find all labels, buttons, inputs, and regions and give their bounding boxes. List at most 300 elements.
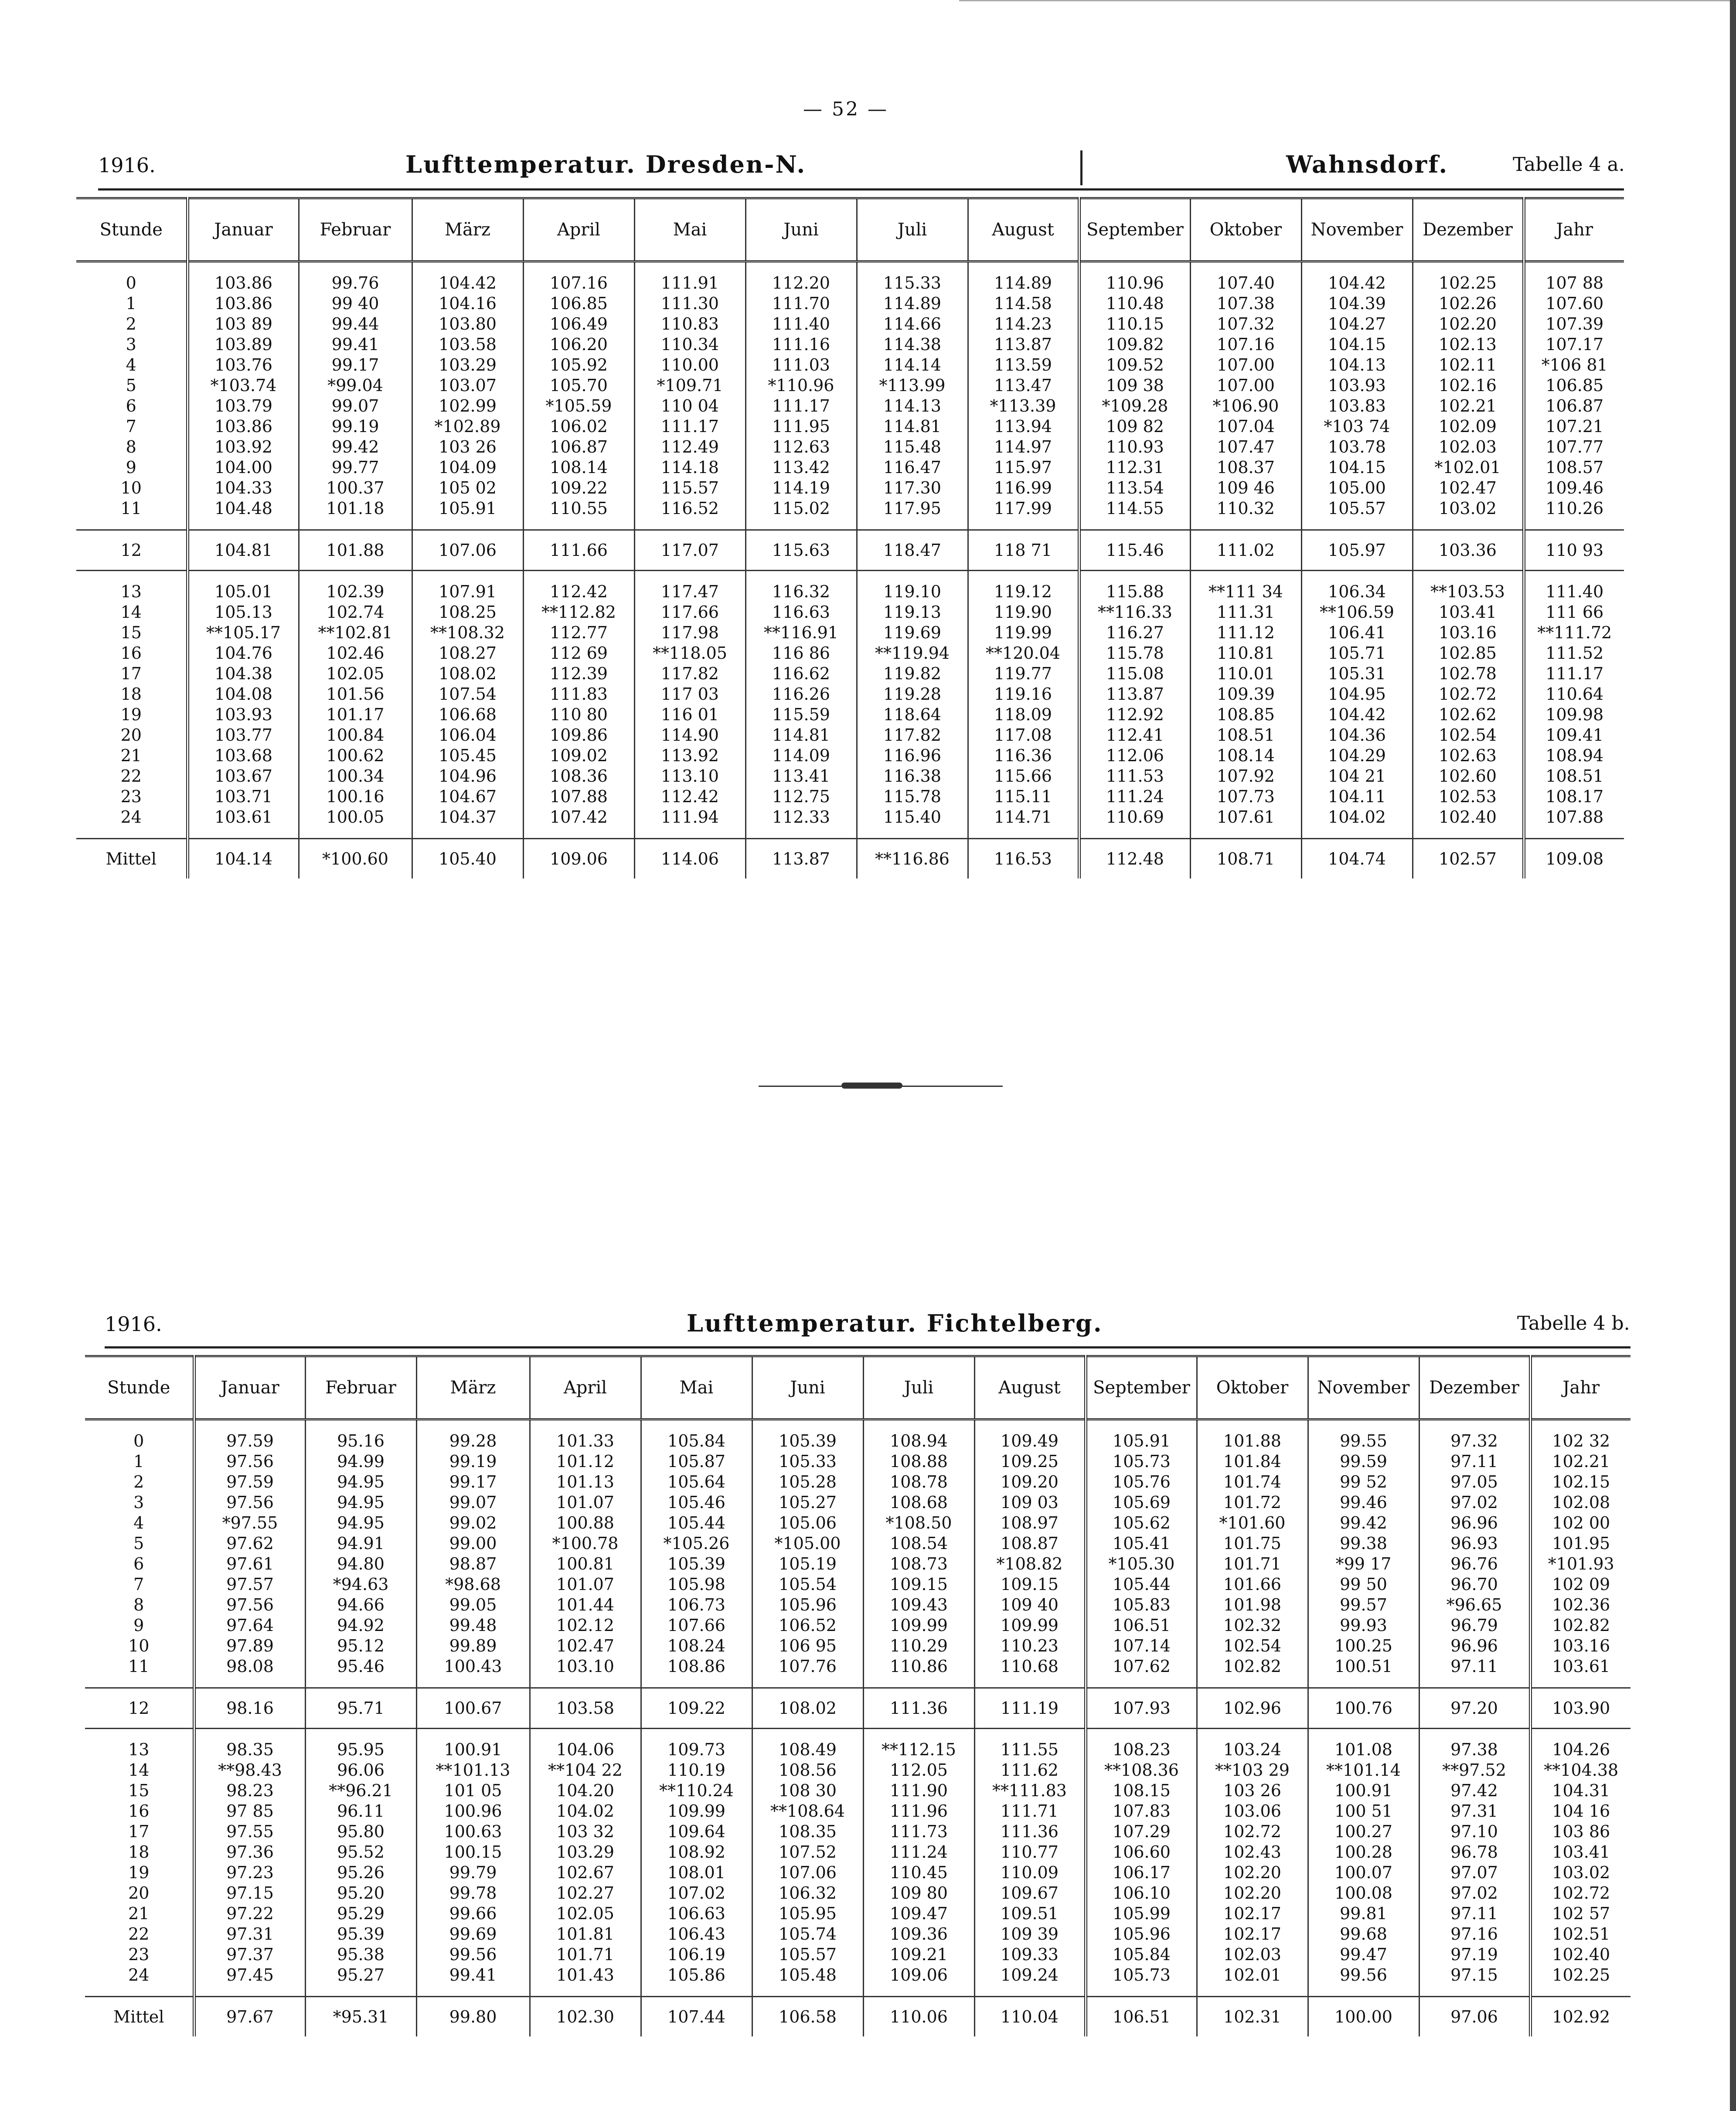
table-cell: 104.26: [1530, 1740, 1630, 1760]
table-cell: 100.91: [1308, 1781, 1419, 1801]
row-label: 24: [128, 1965, 150, 1985]
table-cell: 102.31: [1197, 1997, 1308, 2037]
table-cell: 109.15: [974, 1574, 1086, 1595]
table-cell: Januar: [187, 198, 299, 262]
table-cell: 105.57: [752, 1944, 863, 1965]
table-cell: *101.93: [1530, 1554, 1630, 1574]
gap-cell: [634, 262, 745, 273]
page-number: — 52 —: [803, 98, 888, 120]
table-cell: 109.08: [1524, 839, 1624, 879]
gap-cell: [194, 1420, 305, 1431]
table-cell: 107.42: [523, 807, 634, 827]
table-cell: 107.92: [1190, 766, 1301, 787]
table-cell: 104.13: [1301, 355, 1413, 375]
table-cell: 108.54: [863, 1533, 974, 1554]
table-cell: 96.06: [305, 1760, 416, 1781]
table-cell: 99.41: [416, 1965, 530, 1985]
gap-cell: [863, 1677, 974, 1688]
table-row: [76, 664, 1624, 684]
table-cell: 106.49: [523, 314, 634, 334]
table-cell: 96.96: [1419, 1636, 1530, 1656]
table-cell: 108.85: [1190, 705, 1301, 725]
table-cell: 99 52: [1308, 1472, 1419, 1492]
gap-cell: [1301, 262, 1413, 273]
table-cell: Juli: [857, 198, 968, 262]
table-cell: 99.79: [416, 1862, 530, 1883]
table-b-body: [85, 1356, 1630, 2037]
table-a-body: [76, 198, 1624, 879]
table-cell: 103 26: [1197, 1781, 1308, 1801]
table-cell: **119.94: [857, 643, 968, 664]
table-cell: *102.89: [412, 416, 523, 437]
table-cell: 100.81: [530, 1554, 641, 1574]
table-cell: 98.16: [194, 1688, 305, 1729]
table-cell: 112.75: [745, 787, 857, 807]
row-label: 24: [120, 807, 142, 827]
table-cell: 97.56: [194, 1492, 305, 1513]
row-label: 11: [128, 1657, 150, 1676]
row-label: 12: [76, 530, 187, 571]
table-cell: 102.01: [1197, 1965, 1308, 1985]
row-label: 2: [133, 1472, 144, 1491]
table-cell: 102.20: [1197, 1862, 1308, 1883]
row-label: 3: [133, 1493, 144, 1512]
table-cell: 109.47: [863, 1903, 974, 1924]
gap-cell: [974, 1729, 1086, 1740]
table-cell: **101.14: [1308, 1760, 1419, 1781]
table-cell: 103 89: [187, 314, 299, 334]
table-cell: 102.05: [299, 664, 412, 684]
table-cell: 106.19: [641, 1944, 752, 1965]
table-cell: 102.85: [1413, 643, 1524, 664]
table-cell: **98.43: [194, 1760, 305, 1781]
table-cell: 104.02: [1301, 807, 1413, 827]
table-cell: 106.63: [641, 1903, 752, 1924]
table-cell: 105.39: [641, 1554, 752, 1574]
table-cell: 101.13: [530, 1472, 641, 1492]
table-cell: 107.52: [752, 1842, 863, 1862]
gap-cell: [1524, 827, 1624, 839]
table-cell: **105.17: [187, 623, 299, 643]
table-cell: 107.16: [523, 273, 634, 293]
table-cell: 103.61: [187, 807, 299, 827]
table-cell: 105 02: [412, 478, 523, 498]
table-cell: 105.96: [1086, 1924, 1197, 1944]
gap-cell: [305, 1729, 416, 1740]
table-cell: 102.11: [1413, 355, 1524, 375]
table-cell: **112.15: [863, 1740, 974, 1760]
gap-cell: [1524, 571, 1624, 582]
table-cell: 107.93: [1086, 1688, 1197, 1729]
table-cell: 102.26: [1413, 293, 1524, 314]
table-cell: 103.93: [1301, 375, 1413, 396]
table-cell: 109.21: [863, 1944, 974, 1965]
table-cell: 104.06: [530, 1740, 641, 1760]
gap-cell: [85, 1729, 194, 1740]
gap-cell: [523, 571, 634, 582]
table-cell: *94.63: [305, 1574, 416, 1595]
table-cell: 113.92: [634, 746, 745, 766]
table-cell: *102.01: [1413, 457, 1524, 478]
table-cell: 101.33: [530, 1431, 641, 1451]
table-cell: 117.66: [634, 602, 745, 623]
gap-cell: [974, 1985, 1086, 1997]
table-cell: 97.61: [194, 1554, 305, 1574]
table-cell: 103 26: [412, 437, 523, 457]
table-cell: *97.55: [194, 1513, 305, 1533]
row-gap: [76, 262, 1624, 273]
row-label: 8: [126, 437, 136, 456]
table-cell: 115.63: [745, 530, 857, 571]
table-cell: 105.87: [641, 1451, 752, 1472]
table-cell: 106.51: [1086, 1997, 1197, 2037]
table-cell: 113.41: [745, 766, 857, 787]
table-cell: 107.16: [1190, 334, 1301, 355]
table-cell: 103.58: [412, 334, 523, 355]
table-cell: 111.83: [523, 684, 634, 705]
table-cell: 106.85: [1524, 375, 1624, 396]
table-cell: 106.58: [752, 1997, 863, 2037]
table-cell: 103.67: [187, 766, 299, 787]
table-cell: 106.68: [412, 705, 523, 725]
table-cell: 102.53: [1413, 787, 1524, 807]
table-cell: 100.15: [416, 1842, 530, 1862]
table-cell: 109.36: [863, 1924, 974, 1944]
table-cell: 108.27: [412, 643, 523, 664]
table-cell: 107.40: [1190, 273, 1301, 293]
table-cell: *95.31: [305, 1997, 416, 2037]
gap-cell: [194, 1677, 305, 1688]
row-label: 18: [128, 1842, 150, 1862]
table-cell: Februar: [305, 1356, 416, 1420]
table-cell: 110.23: [974, 1636, 1086, 1656]
table-cell: 102.40: [1530, 1944, 1630, 1965]
gap-cell: [857, 519, 968, 530]
table-cell: 109 82: [1079, 416, 1190, 437]
table-cell: 105.70: [523, 375, 634, 396]
table-cell: 102.96: [1197, 1688, 1308, 1729]
table-cell: 105.96: [752, 1595, 863, 1615]
table-cell: 102.13: [1413, 334, 1524, 355]
gap-cell: [1524, 519, 1624, 530]
table-cell: 94.80: [305, 1554, 416, 1574]
table-cell: 105.06: [752, 1513, 863, 1533]
gap-cell: [641, 1677, 752, 1688]
table-cell: Mai: [641, 1356, 752, 1420]
table-cell: 110.55: [523, 498, 634, 519]
table-cell: *103 74: [1301, 416, 1413, 437]
table-cell: 106.73: [641, 1595, 752, 1615]
table-cell: 102.51: [1530, 1924, 1630, 1944]
table-cell: 100 51: [1308, 1801, 1419, 1822]
table-cell: 109.99: [974, 1615, 1086, 1636]
table-cell: 109.22: [641, 1688, 752, 1729]
table-cell: 116.53: [968, 839, 1079, 879]
table-cell: 97.15: [1419, 1965, 1530, 1985]
table-cell: 105.91: [412, 498, 523, 519]
table-cell: 101.56: [299, 684, 412, 705]
table-cell: 104.15: [1301, 457, 1413, 478]
table-row: [85, 1451, 1630, 1472]
table-cell: 113.59: [968, 355, 1079, 375]
table-cell: 107.00: [1190, 375, 1301, 396]
table-row: [85, 1781, 1630, 1801]
table-cell: 103 32: [530, 1822, 641, 1842]
table-cell: 102.63: [1413, 746, 1524, 766]
table-cell: 97.62: [194, 1533, 305, 1554]
table-cell: 100.62: [299, 746, 412, 766]
table-cell: 110.29: [863, 1636, 974, 1656]
table-cell: 99.05: [416, 1595, 530, 1615]
table-cell: 110.83: [634, 314, 745, 334]
gap-cell: [1079, 519, 1190, 530]
gap-cell: [641, 1420, 752, 1431]
table-cell: 107 88: [1524, 273, 1624, 293]
table-cell: 97.11: [1419, 1451, 1530, 1472]
gap-cell: [187, 519, 299, 530]
row-label: 3: [126, 335, 136, 354]
table-cell: 113.87: [745, 839, 857, 879]
gap-cell: [1413, 827, 1524, 839]
table-cell: 115.46: [1079, 530, 1190, 571]
table-cell: 100.63: [416, 1822, 530, 1842]
table-cell: 103.89: [187, 334, 299, 355]
table-cell: 101.81: [530, 1924, 641, 1944]
table-cell: 102.54: [1413, 725, 1524, 746]
gap-cell: [416, 1420, 530, 1431]
row-gap: [76, 571, 1624, 582]
table-cell: 111.91: [634, 273, 745, 293]
table-cell: 107.21: [1524, 416, 1624, 437]
table-cell: 114.09: [745, 746, 857, 766]
table-cell: 109.82: [1079, 334, 1190, 355]
table-cell: 101 05: [416, 1781, 530, 1801]
row-label: 0: [133, 1431, 144, 1450]
table-cell: 100.67: [416, 1688, 530, 1729]
table-cell: 111 66: [1524, 602, 1624, 623]
table-cell: 99.07: [416, 1492, 530, 1513]
table-cell: 99.80: [416, 1997, 530, 2037]
table-a-title: Lufttemperatur. Dresden-N.: [405, 150, 807, 178]
table-row: [85, 1801, 1630, 1822]
table-cell: 97.10: [1419, 1822, 1530, 1842]
table-cell: 102.27: [530, 1883, 641, 1903]
table-cell: 94.92: [305, 1615, 416, 1636]
table-row: [76, 334, 1624, 355]
table-cell: 115.40: [857, 807, 968, 827]
row-label: 20: [128, 1883, 150, 1903]
table-cell: 99.38: [1308, 1533, 1419, 1554]
table-row: [76, 643, 1624, 664]
noon-row: [85, 1688, 1630, 1729]
table-cell: 98.35: [194, 1740, 305, 1760]
table-cell: 99.55: [1308, 1431, 1419, 1451]
table-cell: 101.07: [530, 1492, 641, 1513]
gap-cell: [745, 262, 857, 273]
table-cell: 101.95: [1530, 1533, 1630, 1554]
gap-cell: [1086, 1985, 1197, 1997]
table-cell: 106.32: [752, 1883, 863, 1903]
table-cell: 97.06: [1419, 1997, 1530, 2037]
table-cell: 101.43: [530, 1965, 641, 1985]
table-cell: 118.09: [968, 705, 1079, 725]
row-label: 21: [128, 1904, 150, 1923]
table-cell: 116.96: [857, 746, 968, 766]
table-cell: 99.66: [416, 1903, 530, 1924]
row-label: 7: [133, 1575, 144, 1594]
gap-cell: [299, 571, 412, 582]
table-cell: 106.87: [1524, 396, 1624, 416]
table-cell: 104.96: [412, 766, 523, 787]
table-cell: 99.19: [416, 1451, 530, 1472]
table-cell: 96.93: [1419, 1533, 1530, 1554]
table-cell: 110.64: [1524, 684, 1624, 705]
table-cell: 114.23: [968, 314, 1079, 334]
gap-cell: [299, 262, 412, 273]
table-cell: 111.36: [863, 1688, 974, 1729]
table-cell: 103.86: [187, 273, 299, 293]
table-cell: *113.99: [857, 375, 968, 396]
table-cell: 103.80: [412, 314, 523, 334]
table-cell: 99.17: [299, 355, 412, 375]
table-cell: März: [416, 1356, 530, 1420]
table-cell: 100.76: [1308, 1688, 1419, 1729]
table-row: [76, 623, 1624, 643]
gap-cell: [1197, 1985, 1308, 1997]
table-cell: September: [1079, 198, 1190, 262]
gap-cell: [1413, 519, 1524, 530]
row-label: 22: [128, 1924, 150, 1944]
table-cell: 114.89: [968, 273, 1079, 293]
table-cell: 111.19: [974, 1688, 1086, 1729]
table-cell: *113.39: [968, 396, 1079, 416]
table-cell: 111.95: [745, 416, 857, 437]
table-cell: 102.25: [1413, 273, 1524, 293]
table-cell: 116.63: [745, 602, 857, 623]
table-cell: 103.76: [187, 355, 299, 375]
table-cell: 101.75: [1197, 1533, 1308, 1554]
gap-cell: [1308, 1729, 1419, 1740]
table-cell: 108.73: [863, 1554, 974, 1574]
table-cell: 97.56: [194, 1451, 305, 1472]
row-label: 18: [120, 684, 142, 704]
table-cell: August: [968, 198, 1079, 262]
table-cell: 109 39: [974, 1924, 1086, 1944]
table-cell: 99.42: [299, 437, 412, 457]
gap-cell: [1301, 519, 1413, 530]
table-cell: 112.42: [634, 787, 745, 807]
table-cell: 103.02: [1530, 1862, 1630, 1883]
table-cell: 116.26: [745, 684, 857, 705]
row-label: 14: [120, 603, 142, 622]
table-cell: 98.08: [194, 1656, 305, 1677]
mittel-row: [76, 839, 1624, 879]
table-cell: 96.96: [1419, 1513, 1530, 1533]
table-cell: 109.15: [863, 1574, 974, 1595]
gap-cell: [299, 519, 412, 530]
table-cell: 111.24: [863, 1842, 974, 1862]
table-cell: 109.25: [974, 1451, 1086, 1472]
table-cell: 105.99: [1086, 1903, 1197, 1924]
table-cell: 100.16: [299, 787, 412, 807]
table-cell: 99.89: [416, 1636, 530, 1656]
table-cell: 99.47: [1308, 1944, 1419, 1965]
table-cell: *105.30: [1086, 1554, 1197, 1574]
table-cell: 99.17: [416, 1472, 530, 1492]
table-cell: 105.01: [187, 582, 299, 602]
row-gap: [76, 519, 1624, 530]
table-cell: 97.20: [1419, 1688, 1530, 1729]
row-label: 4: [133, 1513, 144, 1532]
table-cell: 113.47: [968, 375, 1079, 396]
table-cell: 104.08: [187, 684, 299, 705]
table-cell: Jahr: [1530, 1356, 1630, 1420]
table-cell: 111.02: [1190, 530, 1301, 571]
table-cell: 96.11: [305, 1801, 416, 1822]
table-cell: 107.29: [1086, 1822, 1197, 1842]
table-cell: 99.77: [299, 457, 412, 478]
table-cell: *105.00: [752, 1533, 863, 1554]
table-cell: 109.39: [1190, 684, 1301, 705]
table-cell: 108 30: [752, 1781, 863, 1801]
table-b-label: Tabelle 4 b.: [1517, 1312, 1630, 1335]
gap-cell: [1086, 1420, 1197, 1431]
table-cell: 100.27: [1308, 1822, 1419, 1842]
table-cell: 100.84: [299, 725, 412, 746]
table-cell: 97.23: [194, 1862, 305, 1883]
table-cell: 106.20: [523, 334, 634, 355]
table-cell: 107.14: [1086, 1636, 1197, 1656]
table-cell: 105.64: [641, 1472, 752, 1492]
table-cell: 102 09: [1530, 1574, 1630, 1595]
table-cell: 103.07: [412, 375, 523, 396]
row-label: 9: [133, 1616, 144, 1635]
table-row: [76, 478, 1624, 498]
gap-cell: [857, 571, 968, 582]
gap-cell: [1419, 1677, 1530, 1688]
table-cell: 116 01: [634, 705, 745, 725]
table-cell: 116 86: [745, 643, 857, 664]
table-cell: 108.86: [641, 1656, 752, 1677]
table-cell: 118.64: [857, 705, 968, 725]
row-label: 1: [133, 1452, 144, 1471]
table-cell: 114.71: [968, 807, 1079, 827]
table-cell: 100.05: [299, 807, 412, 827]
table-cell: 117.08: [968, 725, 1079, 746]
gap-cell: [1413, 262, 1524, 273]
table-cell: 105.92: [523, 355, 634, 375]
table-cell: 109.41: [1524, 725, 1624, 746]
table-cell: 105.00: [1301, 478, 1413, 498]
table-cell: 105.73: [1086, 1451, 1197, 1472]
table-cell: 105.27: [752, 1492, 863, 1513]
table-cell: 114.97: [968, 437, 1079, 457]
table-cell: *99 17: [1308, 1554, 1419, 1574]
table-cell: *106 81: [1524, 355, 1624, 375]
table-cell: 115.08: [1079, 664, 1190, 684]
table-cell: 104.00: [187, 457, 299, 478]
table-cell: Oktober: [1190, 198, 1301, 262]
gap-cell: [416, 1677, 530, 1688]
table-cell: 97.64: [194, 1615, 305, 1636]
gap-cell: [968, 262, 1079, 273]
table-cell: 111.36: [974, 1822, 1086, 1842]
table-cell: 105.41: [1086, 1533, 1197, 1554]
table-cell: 102.72: [1197, 1822, 1308, 1842]
table-cell: 110.32: [1190, 498, 1301, 519]
table-cell: 101.08: [1308, 1740, 1419, 1760]
gap-cell: [863, 1729, 974, 1740]
